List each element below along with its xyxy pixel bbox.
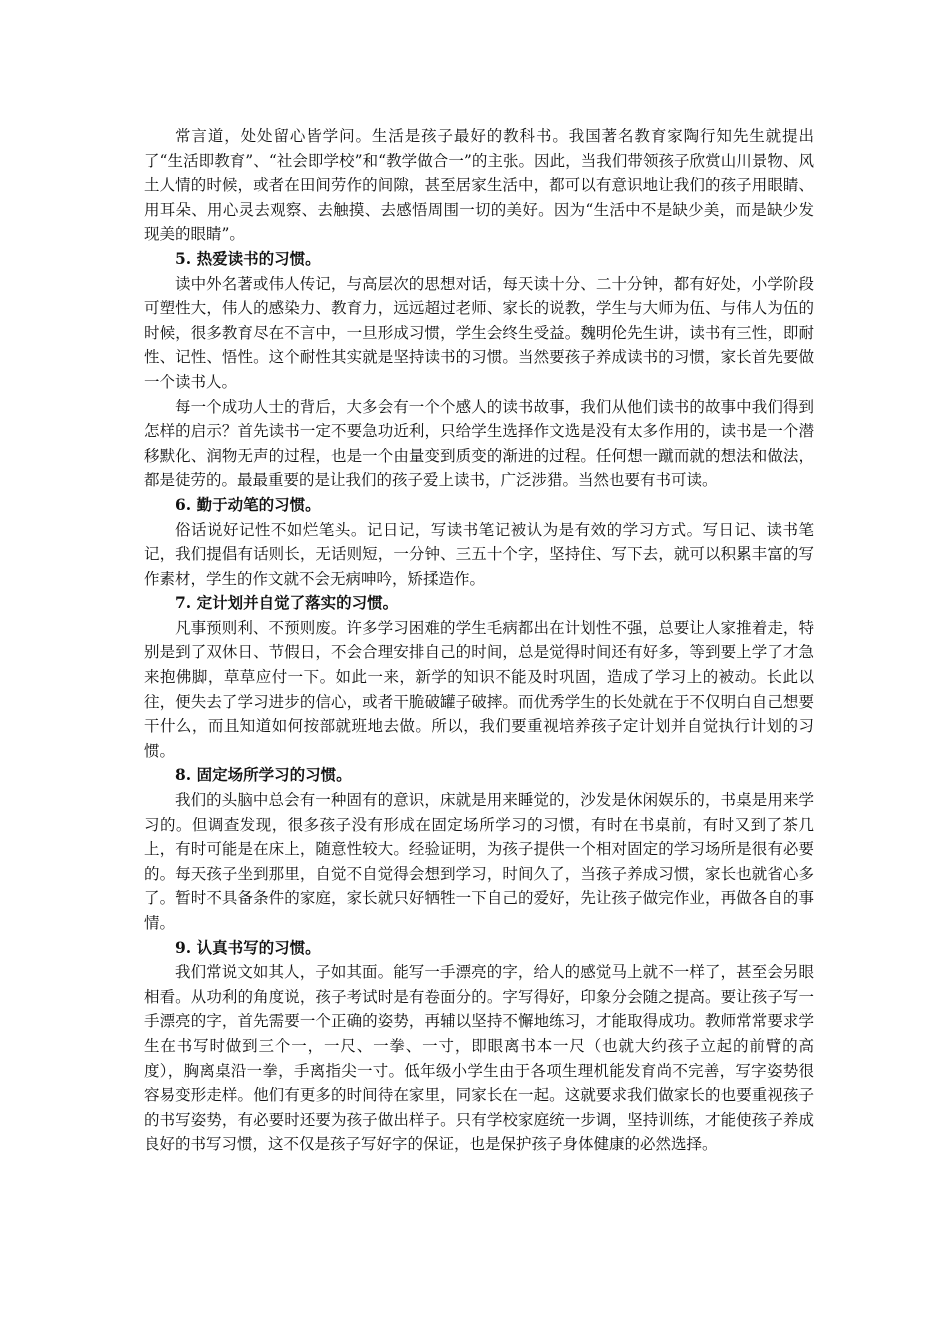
- section-heading-handwriting: 9. 认真书写的习惯。: [175, 937, 321, 957]
- section-heading-fixed-place: 8. 固定场所学习的习惯。: [175, 765, 352, 785]
- fixed-place-paragraph: 我们的头脑中总会有一种固有的意识，床就是用来睡觉的，沙发是休闲娱乐的，书桌是用来学习的。但调查发现，很多孩子没有形成在固定场所学习的习惯，有时在书桌前，有时又到了茶几上，有时可能是在床上，随意性较大。经验证明，为孩子提供一个相对固定的学习场所是很有必要的。每天孩子坐到那里，自觉不自觉得会想到学习，时间久了，当孩子养成习惯，家长也就省心多了。暂时不具备条件的家庭，家长就只好牺牲一下自己的爱好，先让孩子做完作业，再做各自的事情。: [144, 791, 814, 932]
- reading-paragraph-2: 每一个成功人士的背后，大多会有一个个感人的读书故事，我们从他们读书的故事中我们得到怎样的启示？首先读书一定不要急功近利，只给学生选择作文选是没有太多作用的，读书是一个潜移默化、润物无声的过程，也是一个由量变到质变的渐进的过程。任何想一蹴而就的想法和做法，都是徒劳的。最最重要的是让我们的孩子爱上读书，广泛涉猎。当然也要有书可读。: [144, 397, 814, 490]
- section-heading-planning: 7. 定计划并自觉了落实的习惯。: [175, 593, 399, 613]
- section-heading-writing-notes: 6. 勤于动笔的习惯。: [175, 494, 321, 514]
- handwriting-paragraph: 我们常说文如其人，子如其面。能写一手漂亮的字，给人的感觉马上就不一样了，甚至会另眼相看。从功利的角度说，孩子考试时是有卷面分的。字写得好，印象分会随之提高。要让孩子写一手漂亮的字，首先需要一个正确的姿势，再辅以坚持不懈地练习，才能取得成功。教师常常要求学生在书写时做到三个一，一尺、一拳、一寸，即眼离书本一尺（也就大约孩子立起的前臂的高度），胸离桌沿一拳，手离指尖一寸。低年级小学生由于各项生理机能发育尚不完善，写字姿势很容易变形走样。他们有更多的时间待在家里，同家长在一起。这就要求我们做家长的也要重视孩子的书写姿势，有必要时还要为孩子做出样子。只有学校家庭统一步调，坚持训练，才能使孩子养成良好的书写习惯，这不仅是孩子写好字的保证，也是保护孩子身体健康的必然选择。: [144, 963, 814, 1154]
- document-page: [144, 124, 814, 1157]
- reading-paragraph-1: 读中外名著或伟人传记，与高层次的思想对话，每天读十分、二十分钟，都有好处，小学阶段可塑性大，伟人的感染力、教育力，远远超过老师、家长的说教，学生与大师为伍、与伟人为伍的时候，很多教育尽在不言中，一旦形成习惯，学生会终生受益。魏明伦先生讲，读书有三性，即耐性、记性、悟性。这个耐性其实就是坚持读书的习惯。当然要孩子养成读书的习惯，家长首先要做一个读书人。: [144, 274, 814, 391]
- section-heading-reading: 5. 热爱读书的习惯。: [175, 248, 321, 268]
- intro-paragraph: 常言道，处处留心皆学问。生活是孩子最好的教科书。我国著名教育家陶行知先生就提出了“生活即教育”、“社会即学校”和“教学做合一”的主张。因此，当我们带领孩子欣赏山川景物、风土人情的时候，或者在田间劳作的间隙，甚至居家生活中，都可以有意识地让我们的孩子用眼睛、用耳朵、用心灵去观察、去触摸、去感悟周围一切的美好。因为“生活中不是缺少美，而是缺少发现美的眼睛”。: [144, 127, 814, 244]
- writing-notes-paragraph: 俗话说好记性不如烂笔头。记日记，写读书笔记被认为是有效的学习方式。写日记、读书笔记，我们提倡有话则长，无话则短，一分钟、三五十个字，坚持住、写下去，就可以积累丰富的写作素材，学生的作文就不会无病呻吟，矫揉造作。: [144, 520, 814, 588]
- planning-paragraph: 凡事预则利、不预则废。许多学习困难的学生毛病都出在计划性不强，总要让人家推着走，特别是到了双休日、节假日，不会合理安排自己的时间，总是觉得时间还有好多，等到要上学了才急来抱佛脚，草草应付一下。如此一来，新学的知识不能及时巩固，造成了学习上的被动。长此以往，便失去了学习进步的信心，或者干脆破罐子破摔。而优秀学生的长处就在于不仅明白自己想要干什么，而且知道如何按部就班地去做。所以，我们要重视培养孩子定计划并自觉执行计划的习惯。: [144, 618, 814, 760]
